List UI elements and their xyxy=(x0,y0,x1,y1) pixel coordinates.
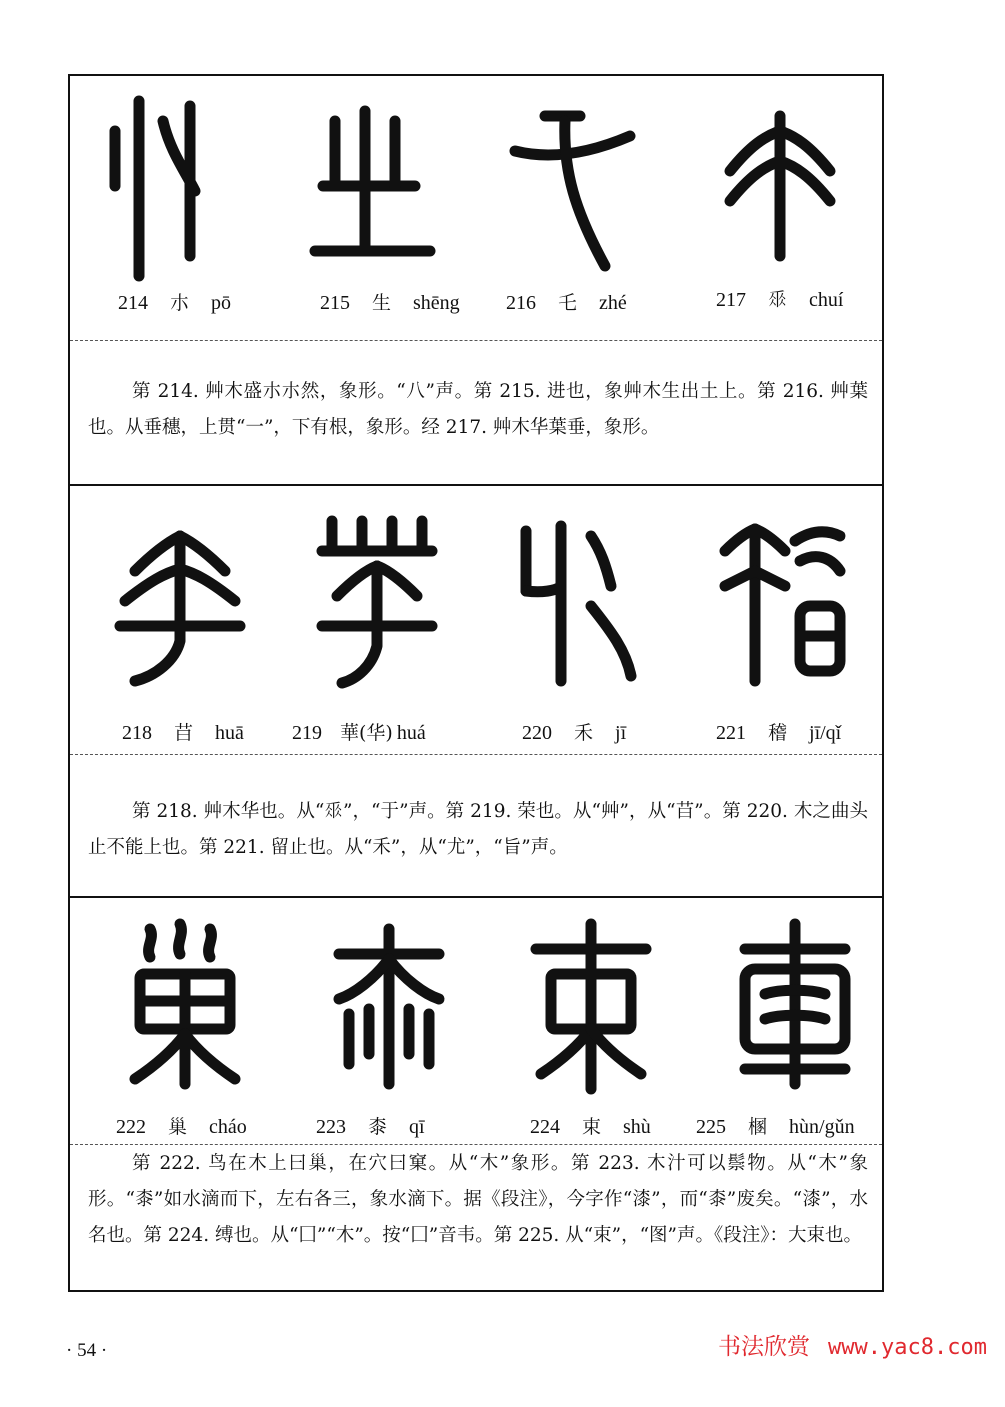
caption-220 xyxy=(522,718,626,745)
entry-character: 稽 xyxy=(768,722,788,744)
caption-222 xyxy=(116,1112,247,1139)
page-number: · 54 · xyxy=(66,1340,108,1361)
entry-pinyin: cháo xyxy=(209,1116,247,1138)
caption-221 xyxy=(716,718,841,745)
entry-character: 㮯 xyxy=(748,1116,768,1138)
entry-character: 束 xyxy=(582,1116,602,1138)
seal-glyph-224 xyxy=(516,914,666,1094)
entry-number: 220 xyxy=(522,722,552,744)
section-1-description: 第 214. 艸木盛朩朩然，象形。“八”声。第 215. 进也，象艸木生出土上。第 216. 艸葉也。从垂穗，上贯“一”，下有根，象形。经 217. 艸木华葉垂，象形。 xyxy=(88,381,868,438)
dashed-divider xyxy=(70,754,882,755)
entry-character: 桼 xyxy=(368,1116,388,1138)
dashed-divider xyxy=(70,1144,882,1145)
seal-glyph-220 xyxy=(506,506,656,686)
seal-glyph-215 xyxy=(300,86,450,266)
entry-number: 219 xyxy=(292,722,322,744)
watermark xyxy=(718,1328,987,1361)
entry-character: 𠂹 xyxy=(768,289,788,311)
seal-glyph-223 xyxy=(314,914,464,1094)
entry-number: 216 xyxy=(506,292,536,314)
caption-225 xyxy=(696,1112,855,1139)
seal-glyph-221 xyxy=(710,506,860,686)
entry-pinyin: shēng xyxy=(413,292,460,314)
entry-pinyin: huá xyxy=(396,722,426,744)
entry-character: 禾 xyxy=(574,722,594,744)
entry-character: 朩 xyxy=(170,292,190,314)
section-divider xyxy=(70,896,882,898)
caption-218 xyxy=(122,718,244,745)
entry-character: 乇 xyxy=(558,292,578,314)
caption-219 xyxy=(292,718,426,745)
entry-pinyin: shù xyxy=(623,1116,651,1138)
entry-number: 222 xyxy=(116,1116,146,1138)
section-divider xyxy=(70,484,882,486)
watermark-url: www.yac8.com xyxy=(828,1335,987,1360)
watermark-site-name: 书法欣赏 xyxy=(718,1334,811,1360)
caption-216 xyxy=(506,288,627,315)
caption-223 xyxy=(316,1112,425,1139)
entry-number: 215 xyxy=(320,292,350,314)
seal-glyph-216 xyxy=(500,86,650,266)
seal-glyph-219 xyxy=(302,506,452,686)
entry-character: 生 xyxy=(372,292,392,314)
entry-character: 䒤 xyxy=(174,722,194,744)
seal-glyph-222 xyxy=(110,914,260,1094)
seal-glyph-217 xyxy=(705,86,855,266)
entry-pinyin: qī xyxy=(409,1116,425,1138)
entry-number: 221 xyxy=(716,722,746,744)
entry-pinyin: pō xyxy=(211,292,232,314)
section-2-description: 第 218. 艸木华也。从“𠂹”，“于”声。第 219. 荣也。从“艸”，从“䒤”。第 220. 木之曲头止不能上也。第 221. 留止也。从“禾”，从“尤”，“旨”声。 xyxy=(88,801,868,858)
caption-214 xyxy=(118,288,231,315)
caption-215 xyxy=(320,288,460,315)
entry-pinyin: huā xyxy=(215,722,244,744)
entry-number: 225 xyxy=(696,1116,726,1138)
entry-number: 214 xyxy=(118,292,148,314)
entry-number: 223 xyxy=(316,1116,346,1138)
entry-character: 巢 xyxy=(168,1116,188,1138)
seal-glyph-225 xyxy=(720,914,870,1094)
seal-glyph-214 xyxy=(90,86,240,266)
entry-pinyin: jī xyxy=(615,722,627,744)
entry-pinyin: chuí xyxy=(809,289,844,311)
entry-number: 224 xyxy=(530,1116,560,1138)
entry-number: 217 xyxy=(716,289,746,311)
entry-pinyin: jī/qǐ xyxy=(809,722,842,744)
caption-217 xyxy=(716,288,843,312)
page-frame xyxy=(68,74,884,1292)
entry-character: 華(华) xyxy=(340,722,393,744)
section-3-description: 第 222. 鸟在木上曰巢，在穴曰窠。从“木”象形。第 223. 木汁可以鬃物。从“木”象形。“桼”如水滴而下，左右各三，象水滴下。据《段注》，今字作“漆”，而“桼”废矣。“漆”，水名也。第 224. 缚也。从“囗”“木”。按“囗”音韦。第 225. 从“束”，“图”声。《段注》：大束也。 xyxy=(88,1153,868,1246)
entry-pinyin: zhé xyxy=(599,292,627,314)
entry-number: 218 xyxy=(122,722,152,744)
entry-pinyin: hùn/gǔn xyxy=(789,1116,855,1138)
dashed-divider xyxy=(70,340,882,341)
seal-glyph-218 xyxy=(100,506,250,686)
caption-224 xyxy=(530,1112,651,1139)
